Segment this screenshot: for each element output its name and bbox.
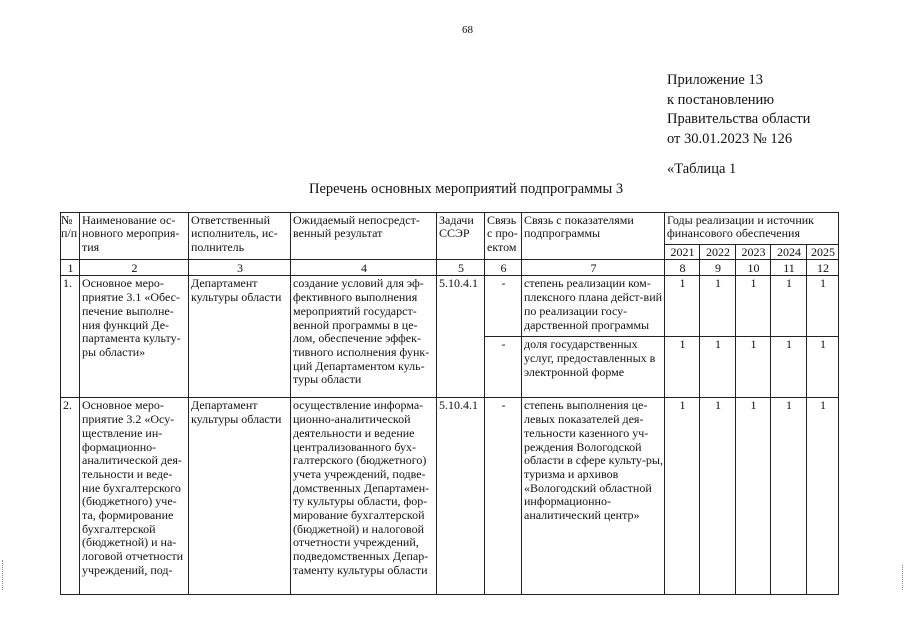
row-number: 2. (61, 398, 80, 595)
appendix-line: Правительства области (667, 111, 811, 127)
row-year-value: 1 (736, 337, 771, 398)
column-number: 12 (807, 260, 839, 276)
row-link: - (485, 398, 522, 595)
header-year: 2021 (665, 245, 700, 260)
header-result: Ожидаемый непосредст-венный результат (291, 213, 437, 260)
table-label: «Таблица 1 (667, 161, 737, 177)
appendix-line: от 30.01.2023 № 126 (667, 130, 793, 147)
header-year: 2023 (736, 245, 771, 260)
row-responsible: Департамент культуры области (189, 398, 291, 595)
header-year: 2022 (700, 245, 736, 260)
header-responsible: Ответственный исполнитель, ис-полнитель (189, 213, 291, 260)
row-year-value: 1 (736, 276, 771, 337)
row-indicator: степень выполнения це-левых показателей дея-тельности казенного уч-реждения Вологодской области в сфере культу-ры, туризма и архивов «Вологодский областной информационно-аналитический центр» (522, 398, 665, 595)
row-indicator: доля государственных услуг, предоставленных в электронной форме (522, 337, 665, 398)
row-year-value: 1 (700, 276, 736, 337)
header-year: 2024 (771, 245, 807, 260)
row-responsible: Департамент культуры области (189, 276, 291, 398)
row-year-value: 1 (700, 398, 736, 595)
table-row (61, 276, 839, 337)
row-year-value: 1 (771, 337, 807, 398)
activities-table (60, 212, 839, 595)
header-indicators: Связь с показателями подпрограммы (522, 213, 665, 260)
column-number: 6 (485, 260, 522, 276)
row-year-value: 1 (807, 276, 839, 337)
header-link: Связь с про-ектом (485, 213, 522, 260)
row-tasks: 5.10.4.1 (437, 398, 485, 595)
row-year-value: 1 (665, 398, 700, 595)
column-number: 9 (700, 260, 736, 276)
appendix-line: к постановлению (667, 91, 775, 108)
row-year-value: 1 (807, 337, 839, 398)
column-number: 3 (189, 260, 291, 276)
scan-edge-mark (899, 565, 903, 590)
row-year-value: 1 (807, 398, 839, 595)
appendix-line: Приложение 13 (667, 72, 763, 88)
header-num: № п/п (61, 213, 80, 260)
header-year: 2025 (807, 245, 839, 260)
row-activity-name: Основное меро-приятие 3.2 «Осу-ществление ин-формационно-аналитической дея-тельности и веде-ние бухгалтерского (бюджетного) уче-та, формирование бухгалтерской (бюджетной) и на-логовой отчетности учреждений, под- (80, 398, 189, 595)
column-number: 10 (736, 260, 771, 276)
column-number: 7 (522, 260, 665, 276)
row-year-value: 1 (736, 398, 771, 595)
row-result: создание условий для эф-фективного выполнения мероприятий государст-венной программы в це-лом, обеспечение эффек-тивного исполнения функ-ций Департаментом куль-туры области (291, 276, 437, 398)
row-activity-name: Основное меро-приятие 3.1 «Обес-печение выполне-ния функций Де-партамента культу-ры области» (80, 276, 189, 398)
row-year-value: 1 (771, 398, 807, 595)
table-row (61, 398, 839, 595)
column-number: 5 (437, 260, 485, 276)
row-year-value: 1 (771, 276, 807, 337)
row-year-value: 1 (665, 276, 700, 337)
row-result: осуществление информа-ционно-аналитической деятельности и ведение централизованного бух-галтерского (бюджетного) учета учреждений, подве-домственных Департамен-ту культуры области, фор-мирование бухгалтерской (бюджетной) и налоговой отчетности учреждений, подведомственных Депар-таменту культуры области (291, 398, 437, 595)
header-name: Наименование ос-новного мероприя-тия (80, 213, 189, 260)
row-indicator: степень реализации ком-плексного плана дейст-вий по реализации госу-дарственной программы (522, 276, 665, 337)
column-number: 1 (61, 260, 80, 276)
row-link: - (485, 337, 522, 398)
header-years-group: Годы реализации и источник финансового обеспечения (665, 213, 839, 245)
row-link: - (485, 276, 522, 337)
column-number: 4 (291, 260, 437, 276)
column-number: 8 (665, 260, 700, 276)
scan-edge-mark (2, 560, 6, 590)
row-tasks: 5.10.4.1 (437, 276, 485, 398)
row-number: 1. (61, 276, 80, 398)
row-year-value: 1 (700, 337, 736, 398)
row-year-value: 1 (665, 337, 700, 398)
column-number: 2 (80, 260, 189, 276)
document-title: Перечень основных мероприятий подпрограммы 3 (309, 181, 624, 197)
column-number: 11 (771, 260, 807, 276)
header-tasks: Задачи ССЭР (437, 213, 485, 260)
appendix-block (667, 71, 810, 149)
page-number: 68 (462, 24, 473, 36)
